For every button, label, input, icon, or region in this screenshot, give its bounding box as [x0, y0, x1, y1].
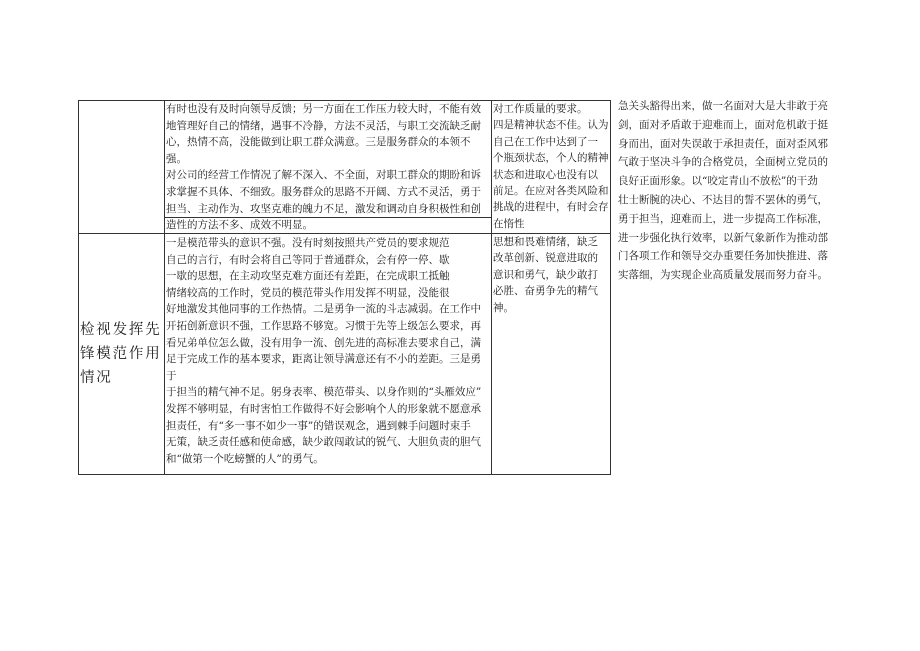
- row1-remark-cell: [493, 101, 610, 233]
- row1-label-cell: [80, 101, 163, 232]
- row2-label-cell: [80, 234, 163, 474]
- row2-content-text: 一是模范带头的意识不强。没有时刻按照共产党员的要求规范 自己的言行，有时会将自己等同于普通群众，会有停一停、歇 一歇的思想，在主动攻坚克难方面还有差距，在完成职工抵触 情绪较高的工作时，党员的模范带头作用发挥不明显，没能很 好地激发其他同事的工作热情。二是勇争一流的斗志减弱。在工作中 开拓创新意识不强，工作思路不够宽。习惯于先等上级怎么要求，再 看兄弟单位怎么做，没有用争一流、创先进的高标准去要求自己，满 足于完成工作的基本要求，距离让领导满意还有不小的差距。三是勇于 于担当的精气神不足。躬身表率、模范带头、以身作则的“头雁效应” 发挥不够明显，有时害怕工作做得不好会影响个人的形象就不愿意承 担责任，有“多一事不如少一事”的错误观念，遇到棘手问题时束手 无策，缺乏责任感和使命感，缺少敢闯敢试的锐气、大胆负责的胆气 和“做第一个吃螃蟹的人”的勇气。: [166, 237, 482, 465]
- row2-remark-text: 思想和畏难情绪，缺乏 改革创新、锐意进取的 意识和勇气，缺少敢打 必胜、奋勇争先的精气 神。: [493, 236, 598, 314]
- row2-label: 检视发挥先 锋模范作用 情况: [80, 322, 162, 386]
- table-column-divider-2: [491, 100, 492, 475]
- row2-content-cell: [166, 235, 491, 474]
- row1-content-cell: [166, 101, 491, 232]
- row1-remark-text: 对工作质量的要求。 四是精神状态不佳。认为 自己在工作中达到了一 个瓶颈状态，个人的精神 状态和进取心也没有以 前足。在应对各类风险和 挑战的进程中，有时会存 在惰性: [493, 103, 609, 230]
- table-column-divider-1: [164, 100, 165, 475]
- side-paragraph-text: 急关头豁得出来，做一名面对大是大非敢于亮 剑，面对矛盾敢于迎难而上，面对危机敢于挺 身而出，面对失误敢于承担责任，面对歪风邪 气敢于坚决斗争的合格党员，全面树立党员的 良好正面形象。以“咬定青山不放松”的干劲 壮士断腕的决心、不达目的誓不罢休的勇气， 勇于担当，迎难而上，进一步提高工作标准， 进一步强化执行效率，以新气象新作为推动部 门各项工作和领导交办重要任务加快推进、落 实落细，为实现企业高质量发展而努力奋斗。: [618, 100, 828, 282]
- row1-content-text: 有时也没有及时向领导反馈；另一方面在工作压力较大时，不能有效 地管理好自己的情绪，遇事不冷静，方法不灵活，与职工交流缺乏耐 心，热情不高，没能做到让职工群众满意。三是服务群众的本领不强。 对公司的经营工作情况了解不深入、不全面，对职工群众的期盼和诉 求掌握不具体、不细致。服务群众的思路不开阔、方式不灵活，勇于 担当、主动作为、攻坚克难的魄力不足，激发和调动自身积极性和创 造性的方法不多、成效不明显。: [166, 103, 481, 232]
- row2-remark-cell: [493, 234, 610, 474]
- side-paragraph: [618, 97, 854, 297]
